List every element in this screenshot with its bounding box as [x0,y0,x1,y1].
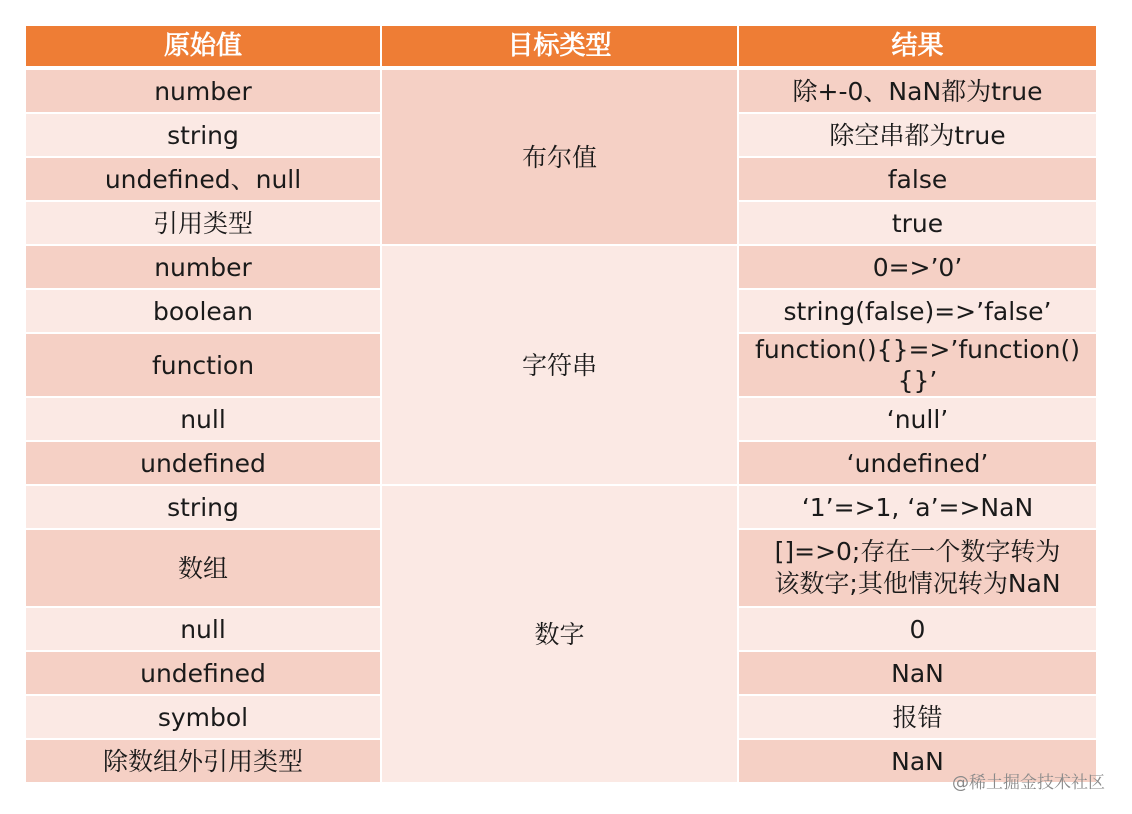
cell-result: 0=>’0’ [738,245,1097,289]
cell-target-number: 数字 [381,485,738,783]
cell-result: function(){}=>’function(){}’ [738,333,1097,397]
cell-result: true [738,201,1097,245]
cell-result: NaN [738,651,1097,695]
header-target-type: 目标类型 [381,25,738,68]
table-row [25,485,1097,529]
header-row [25,25,1097,68]
cell-original: undefined、null [25,157,381,201]
watermark: @稀土掘金技术社区 [952,773,1105,793]
cell-original: string [25,485,381,529]
type-conversion-table [24,24,1098,784]
cell-target-boolean: 布尔值 [381,68,738,245]
cell-original: number [25,245,381,289]
conversion-table-container [24,24,1096,784]
cell-original: undefined [25,441,381,485]
table-row [25,68,1097,113]
cell-result: ‘1’=>1, ‘a’=>NaN [738,485,1097,529]
cell-result: ‘null’ [738,397,1097,441]
cell-result: false [738,157,1097,201]
cell-original: null [25,397,381,441]
cell-result: 除+-0、NaN都为true [738,68,1097,113]
cell-original: undefined [25,651,381,695]
cell-result-line-2: 该数字;其他情况转为NaN [774,569,1061,598]
cell-result-line-1: []=>0;存在一个数字转为 [774,537,1061,566]
cell-original: 除数组外引用类型 [25,739,381,783]
cell-result: 0 [738,607,1097,651]
cell-result: ‘undefined’ [738,441,1097,485]
cell-original: 引用类型 [25,201,381,245]
cell-result: NaN [738,739,1097,783]
cell-original: string [25,113,381,157]
table-row [25,245,1097,289]
cell-original: 数组 [25,529,381,607]
header-result: 结果 [738,25,1097,68]
cell-target-string: 字符串 [381,245,738,485]
cell-result: 除空串都为true [738,113,1097,157]
cell-result-multiline [738,529,1097,607]
cell-result: 报错 [738,695,1097,739]
cell-original: number [25,68,381,113]
cell-original: symbol [25,695,381,739]
cell-result: string(false)=>’false’ [738,289,1097,333]
cell-original: null [25,607,381,651]
header-original-value: 原始值 [25,25,381,68]
cell-original: boolean [25,289,381,333]
cell-original: function [25,333,381,397]
